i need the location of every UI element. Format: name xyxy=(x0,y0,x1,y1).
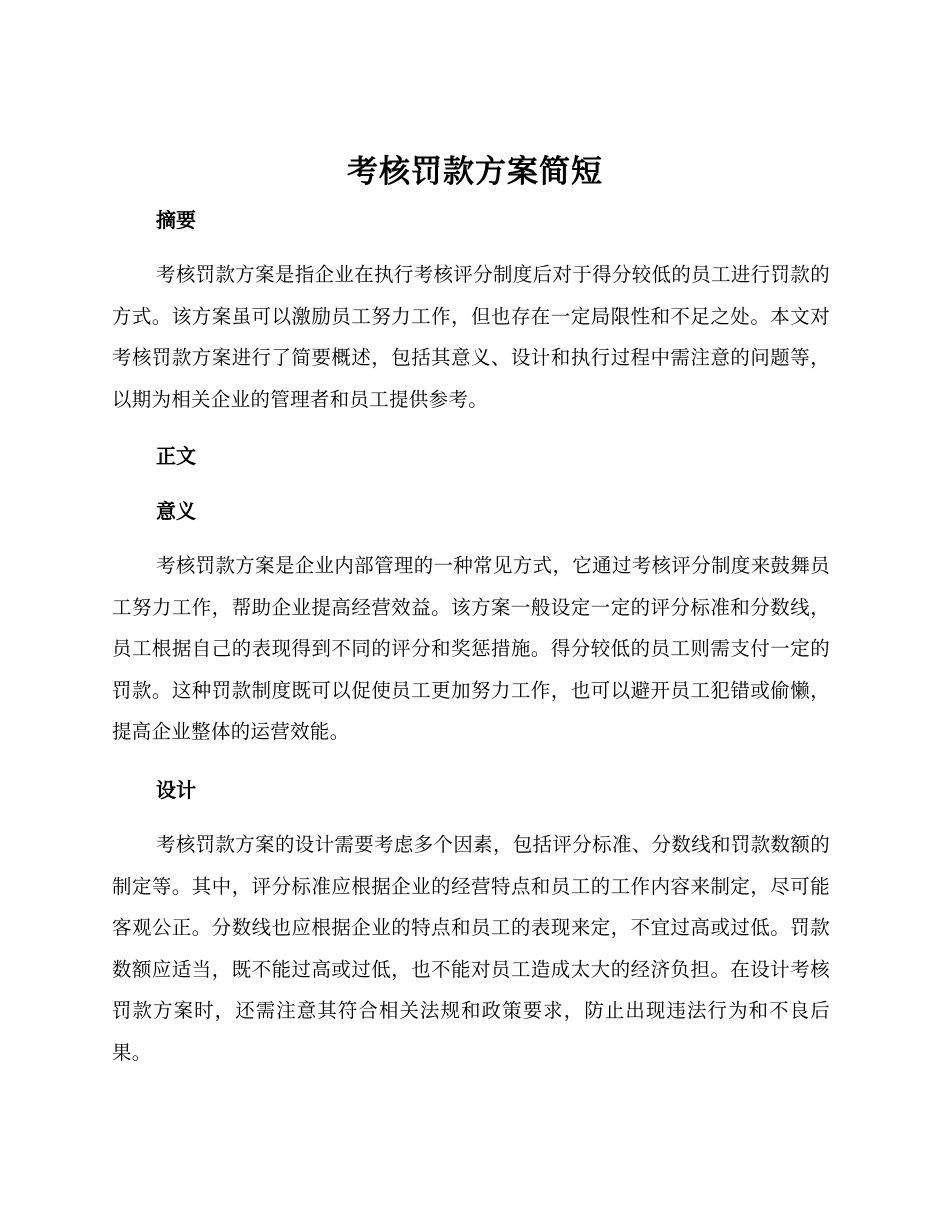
section-heading-body: 正文 xyxy=(156,444,196,468)
section-heading-significance: 意义 xyxy=(156,499,196,523)
paragraph-abstract: 考核罚款方案是指企业在执行考核评分制度后对于得分较低的员工进行罚款的方式。该方案虽可以激励员工努力工作，但也存在一定局限性和不足之处。本文对考核罚款方案进行了简要概述，包括其意义、设计和执行过程中需注意的问题等，以期为相关企业的管理者和员工提供参考。 xyxy=(112,263,830,411)
paragraph-design: 考核罚款方案的设计需要考虑多个因素，包括评分标准、分数线和罚款数额的制定等。其中，评分标准应根据企业的经营特点和员工的工作内容来制定，尽可能客观公正。分数线也应根据企业的特点和员工的表现来定，不宜过高或过低。罚款数额应适当，既不能过高或过低，也不能对员工造成太大的经济负担。在设计考核罚款方案时，还需注意其符合相关法规和政策要求，防止出现违法行为和不良后果。 xyxy=(112,833,830,1064)
section-heading-abstract: 摘要 xyxy=(156,208,196,232)
section-heading-design: 设计 xyxy=(156,778,196,802)
paragraph-significance: 考核罚款方案是企业内部管理的一种常见方式，它通过考核评分制度来鼓舞员工努力工作，帮助企业提高经营效益。该方案一般设定一定的评分标准和分数线，员工根据自己的表现得到不同的评分和奖惩措施。得分较低的员工则需支付一定的罚款。这种罚款制度既可以促使员工更加努力工作，也可以避开员工犯错或偷懒，提高企业整体的运营效能。 xyxy=(112,554,830,743)
document-title: 考核罚款方案简短 xyxy=(347,154,603,190)
